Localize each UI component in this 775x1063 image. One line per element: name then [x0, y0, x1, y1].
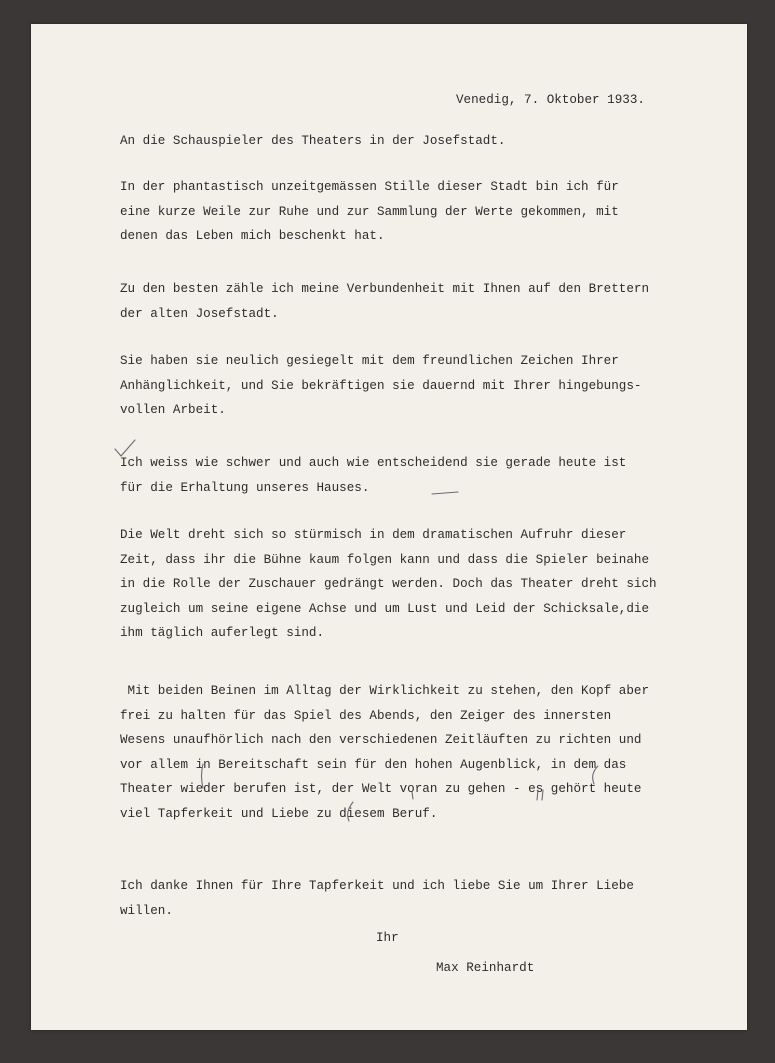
pencil-insertion-mark-5	[537, 790, 543, 800]
pencil-dash-mark	[432, 492, 458, 494]
pencil-insertion-mark-1	[202, 764, 204, 788]
pencil-marks	[31, 24, 747, 1030]
paragraph-5: Die Welt dreht sich so stürmisch in dem dramatischen Aufruhr dieser Zeit, dass ihr die Bühne kaum folgen kann und dass die Spieler beinahe in die Rolle der Zuschauer gedrängt werden. Doch das Theater dreht sich zugleich um seine eigene Achse und um Lust und Leid der Schicksale,die ihm täglich auferlegt sind.	[120, 528, 657, 641]
letter-page	[31, 24, 747, 1030]
pencil-insertion-mark-3	[348, 802, 353, 821]
pencil-insertion-mark-4	[412, 792, 413, 799]
paragraph-2: Zu den besten zähle ich meine Verbundenheit mit Ihnen auf den Brettern der alten Josefstadt.	[120, 282, 650, 321]
paragraph-6: Mit beiden Beinen im Alltag der Wirklichkeit zu stehen, den Kopf aber frei zu halten für das Spiel des Abends, den Zeiger des innersten Wesens unaufhörlich nach den verschiedenen Zeitläuften zu richten und vor allem in Bereitschaft sein für den hohen Augenblick, in dem das Theater wieder berufen ist, der Welt voran zu gehen - es gehört heute viel Tapferkeit und Liebe zu diesem Beruf.	[120, 684, 650, 821]
pencil-insertion-mark-2	[593, 766, 598, 784]
paragraph-1: In der phantastisch unzeitgemässen Stille dieser Stadt bin ich für eine kurze Weile zur Ruhe und zur Sammlung der Werte gekommen, mit denen das Leben mich beschenkt hat.	[120, 180, 619, 244]
paragraph-4: Ich weiss wie schwer und auch wie entscheidend sie gerade heute ist für die Erhaltung unseres Hauses.	[120, 456, 627, 495]
pencil-check-mark	[115, 440, 135, 456]
letter-signature: Max Reinhardt	[436, 961, 535, 975]
paragraph-7: Ich danke Ihnen für Ihre Tapferkeit und ich liebe Sie um Ihrer Liebe willen.	[120, 879, 634, 918]
letter-date: Venedig, 7. Oktober 1933.	[456, 93, 645, 107]
letter-salutation: An die Schauspieler des Theaters in der Josefstadt.	[120, 134, 506, 148]
letter-closing: Ihr	[376, 931, 399, 945]
paragraph-3: Sie haben sie neulich gesiegelt mit dem freundlichen Zeichen Ihrer Anhänglichkeit, und Sie bekräftigen sie dauernd mit Ihrer hingebungs- vollen Arbeit.	[120, 354, 642, 418]
